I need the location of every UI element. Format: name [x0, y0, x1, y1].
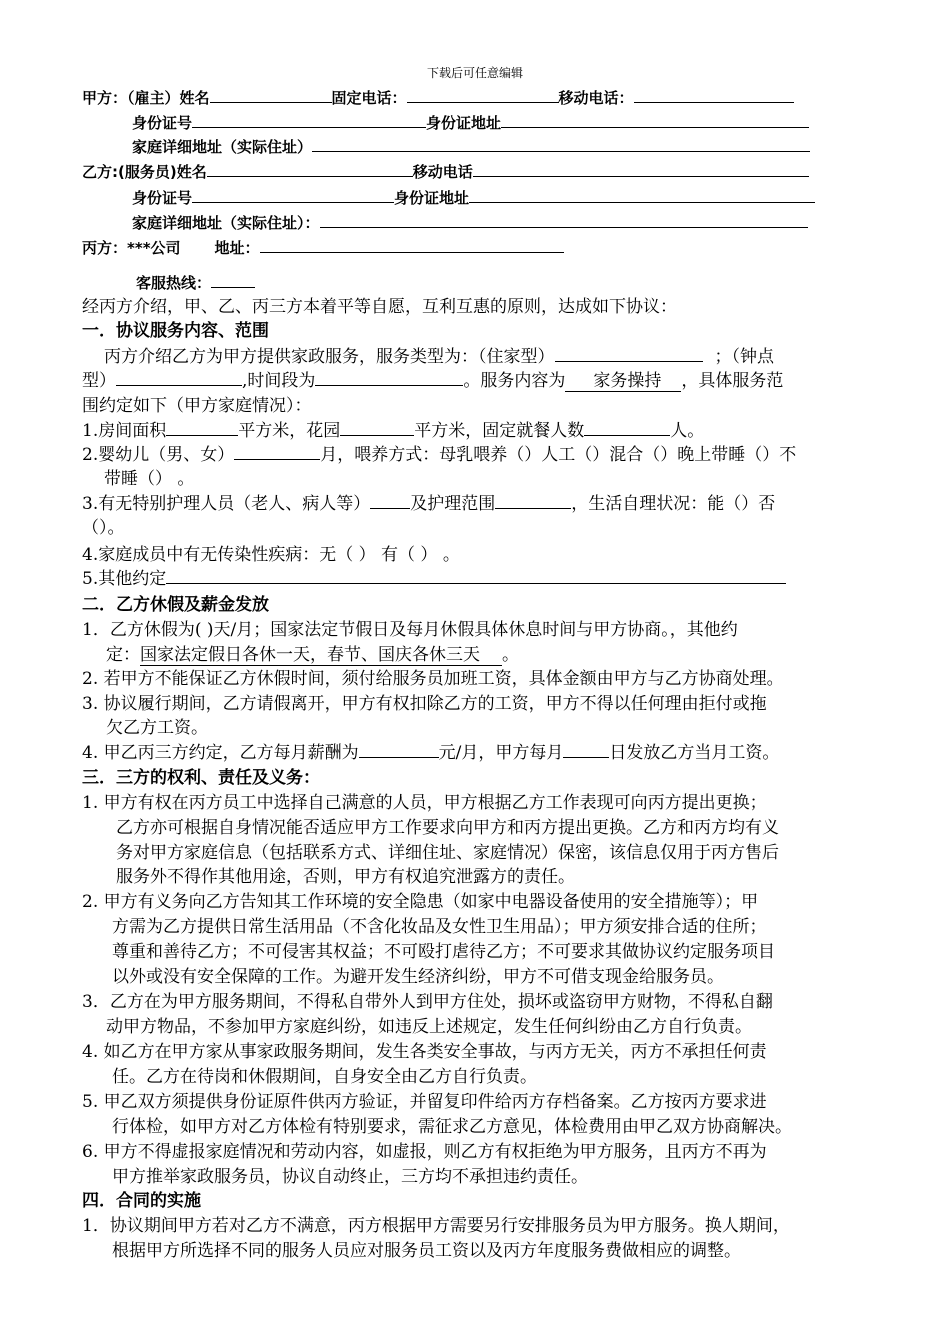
- party-a-id-addr-field[interactable]: [501, 111, 809, 128]
- room-area-field[interactable]: [166, 419, 238, 436]
- s3-item-3-line-2: 动甲方物品，不参加甲方家庭纠纷，如违反上述规定，发生任何纠纷由乙方自行负责。: [106, 1017, 752, 1037]
- s1-text: 1.房间面积: [82, 421, 167, 441]
- s3-item-1-line-2: 乙方亦可根据自身情况能否适应甲方工作要求向甲方和丙方提出更换。乙方和丙方均有义: [116, 818, 779, 838]
- party-b-id-addr-label: 身份证地址: [394, 189, 470, 207]
- header-note: 下载后可任意编辑: [426, 66, 523, 80]
- party-c-label: 丙方：***公司: [82, 239, 181, 257]
- s3-item-6-line-1: 6. 甲方不得虚报家庭情况和劳动内容，如虚报，则乙方有权拒绝为甲方服务，且丙方不再为: [82, 1142, 767, 1162]
- hourly-type-field[interactable]: [116, 369, 242, 386]
- section-2-title: 二．乙方休假及薪金发放: [82, 595, 269, 615]
- party-b-id-label: 身份证号: [132, 189, 193, 207]
- live-in-type-field[interactable]: [555, 345, 703, 362]
- party-a-line-1: [82, 86, 794, 110]
- s1-item-2: [82, 443, 796, 467]
- s3-item-5-line-1: 5. 甲乙双方须提供身份证原件供丙方验证，并留复印件给丙方存档备案。乙方按丙方要求进: [82, 1092, 767, 1112]
- party-a-fixed-phone-field[interactable]: [407, 86, 559, 103]
- monthly-salary-field[interactable]: [359, 741, 439, 758]
- s1-para-line-2: [82, 369, 783, 393]
- s1-text: ,时间段为: [242, 371, 316, 391]
- s3-item-1-line-3: 务对甲方家庭信息（包括联系方式、详细住址、家庭情况）保密，该信息仅用于丙方售后: [116, 843, 779, 863]
- s1-para-line-3: 围约定如下（甲方家庭情况）：: [82, 396, 312, 416]
- party-a-name-field[interactable]: [210, 86, 332, 103]
- s2-text: 。: [502, 645, 519, 665]
- s1-text: 2.婴幼儿（男、女）: [82, 445, 235, 465]
- party-c-addr-label: 地址：: [214, 239, 260, 257]
- s1-text: 及护理范围: [410, 494, 496, 514]
- diners-field[interactable]: [584, 419, 670, 436]
- s3-item-3-line-1: 3．乙方在为甲方服务期间，不得私自带外人到甲方住处，损坏或盗窃甲方财物，不得私自翻: [82, 992, 773, 1012]
- party-a-id-field[interactable]: [192, 111, 426, 128]
- s3-item-4-line-2: 任。乙方在待岗和休假期间，自身安全由乙方自行负责。: [112, 1067, 537, 1087]
- s2-item-3-cont: 欠乙方工资。: [106, 718, 208, 738]
- s2-item-1: 1．乙方休假为( )天/月；国家法定节假日及每月休假具体休息时间与甲方协商。，其他约: [82, 620, 738, 640]
- party-a-mobile-label: 移动电话：: [558, 89, 634, 107]
- party-a-home-field[interactable]: [312, 135, 810, 152]
- s1-text: 平方米，固定就餐人数: [414, 421, 585, 441]
- s3-item-5-line-2: 行体检，如甲方对乙方体检有特别要求，需征求乙方意见，体检费用由甲乙双方协商解决。: [112, 1117, 792, 1137]
- s3-item-4-line-1: 4. 如乙方在甲方家从事家政服务期间，发生各类安全事故，与丙方无关，丙方不承担任何责: [82, 1042, 767, 1062]
- s1-item-3: [82, 492, 775, 516]
- s2-text: 日发放乙方当月工资。: [609, 743, 780, 763]
- garden-area-field[interactable]: [340, 419, 414, 436]
- party-a-id-label: 身份证号: [132, 114, 193, 132]
- s3-item-2-line-1: 2. 甲方有义务向乙方告知其工作环境的安全隐患（如家中电器设备使用的安全措施等）；甲: [82, 892, 759, 912]
- party-b-name-field[interactable]: [207, 160, 413, 177]
- intro-text: 经丙方介绍，甲、乙、丙三方本着平等自愿，互利互惠的原则，达成如下协议：: [82, 297, 677, 317]
- s3-item-2-line-2: 方需为乙方提供日常生活用品（不含化妆品及女性卫生用品）；甲方须安排合适的住所；: [112, 917, 767, 937]
- s1-item-1: [82, 419, 704, 443]
- party-c-line-2: [136, 271, 255, 295]
- s1-text: 人。: [670, 421, 705, 441]
- special-care-field[interactable]: [370, 492, 410, 509]
- s2-text: 定：: [106, 645, 140, 665]
- party-c-addr-field[interactable]: [260, 236, 564, 253]
- party-a-fixed-phone-label: 固定电话：: [331, 89, 407, 107]
- s1-item-2-cont: 带睡（） 。: [104, 469, 195, 489]
- party-a-name-label: 甲方：（雇主）姓名: [82, 89, 210, 107]
- party-b-line-3: [132, 211, 808, 235]
- s3-item-1-line-4: 服务外不得作其他用途，否则，甲方有权追究泄露方的责任。: [116, 867, 575, 887]
- s1-text: 3.有无特别护理人员（老人、病人等）: [82, 494, 371, 514]
- party-b-mobile-field[interactable]: [473, 160, 809, 177]
- s3-item-1-line-1: 1. 甲方有权在丙方员工中选择自己满意的人员，甲方根据乙方工作表现可向丙方提出更换；: [82, 793, 767, 813]
- s3-item-2-line-4: 以外或没有安全保障的工作。为避开发生经济纠纷，甲方不可借支现金给服务员。: [112, 967, 724, 987]
- party-b-id-field[interactable]: [192, 186, 394, 203]
- s4-item-1-line-2: 根据甲方所选择不同的服务人员应对服务员工资以及丙方年度服务费做相应的调整。: [112, 1241, 741, 1261]
- party-a-home-label: 家庭详细地址（实际住址）: [132, 138, 313, 156]
- party-a-line-3: [132, 135, 810, 159]
- s2-item-3: 3. 协议履行期间，乙方请假离开，甲方有权扣除乙方的工资，甲方不得以任何理由拒付或拖: [82, 694, 767, 714]
- care-scope-field[interactable]: [495, 492, 571, 509]
- s1-text: ，生活自理状况：能（）否: [571, 494, 776, 514]
- s1-item-4: 4.家庭成员中有无传染性疾病：无（ ） 有（ ） 。: [82, 545, 460, 565]
- pay-day-field[interactable]: [563, 741, 609, 758]
- party-b-id-addr-field[interactable]: [469, 186, 815, 203]
- s1-para-line-1: [104, 345, 774, 369]
- s2-item-1-cont: [106, 643, 519, 667]
- s1-text: ；（钟点: [714, 347, 774, 367]
- holiday-terms-value[interactable]: 国家法定假日各休一天，春节、国庆各休三天: [140, 645, 502, 666]
- s4-item-1-line-1: 1．协议期间甲方若对乙方不满意，丙方根据甲方需要另行安排服务员为甲方服务。换人期间，: [82, 1216, 790, 1236]
- s3-item-2-line-3: 尊重和善待乙方；不可侵害其权益；不可殴打虐待乙方；不可要求其做协议约定服务项目: [112, 942, 775, 962]
- party-b-line-1: [82, 160, 809, 184]
- s1-text: ，具体服务范: [681, 371, 784, 391]
- section-4-title: 四．合同的实施: [82, 1191, 201, 1211]
- s1-text: 平方米，花园: [238, 421, 341, 441]
- party-b-mobile-label: 移动电话: [412, 163, 473, 181]
- service-content-value[interactable]: 家务操持: [565, 371, 681, 392]
- party-c-hotline-label: 客服热线：: [136, 274, 212, 292]
- s2-item-4: [82, 741, 779, 765]
- party-b-home-field[interactable]: [320, 211, 808, 228]
- s1-item-3-cont: （）。: [82, 518, 125, 538]
- s2-text: 元/月，甲方每月: [438, 743, 564, 763]
- party-a-line-2: [132, 111, 809, 135]
- party-b-line-2: [132, 186, 815, 210]
- party-b-name-label: 乙方:(服务员)姓名: [82, 163, 207, 181]
- s1-text: 型）: [82, 371, 116, 391]
- party-a-mobile-field[interactable]: [634, 86, 794, 103]
- s2-item-2: 2. 若甲方不能保证乙方休假时间，须付给服务员加班工资，具体金额由甲方与乙方协商处理。: [82, 669, 784, 689]
- time-period-field[interactable]: [315, 369, 463, 386]
- party-c-hotline-field[interactable]: [211, 271, 255, 288]
- infant-months-field[interactable]: [234, 443, 320, 460]
- s1-item-5: [82, 567, 786, 591]
- other-terms-field[interactable]: [166, 567, 786, 584]
- s1-text: 。服务内容为: [463, 371, 566, 391]
- section-1-title: 一．协议服务内容、范围: [82, 321, 269, 341]
- s1-text: 月，喂养方式：母乳喂养（）人工（）混合（）晚上带睡（）不: [320, 445, 797, 465]
- s1-text: 5.其他约定: [82, 569, 167, 589]
- s2-text: 4. 甲乙丙三方约定，乙方每月薪酬为: [82, 743, 359, 763]
- party-c-line-1: [82, 236, 564, 260]
- party-a-id-addr-label: 身份证地址: [426, 114, 502, 132]
- s3-item-6-line-2: 甲方推举家政服务员，协议自动终止，三方均不承担违约责任。: [112, 1167, 588, 1187]
- s1-text: 丙方介绍乙方为甲方提供家政服务，服务类型为：（住家型）: [104, 347, 555, 367]
- section-3-title: 三．三方的权利、责任及义务：: [82, 768, 320, 788]
- party-b-home-label: 家庭详细地址（实际住址）：: [132, 214, 320, 232]
